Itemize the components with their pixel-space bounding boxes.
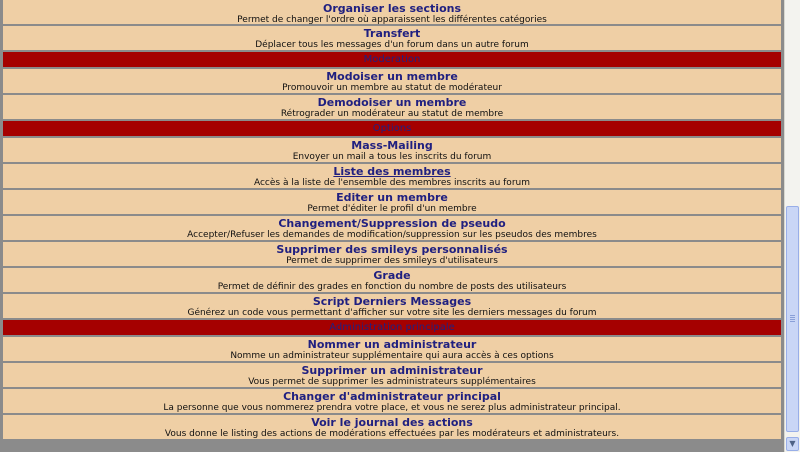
menu-item-title-link[interactable]: Script Derniers Messages [312, 295, 472, 308]
menu-item-voir-le-journal-des-actions[interactable] [3, 415, 781, 441]
menu-item-mass-mailing[interactable] [3, 138, 781, 164]
menu-item-description: Permet de définir des grades en fonction du nombre de posts des utilisateurs [217, 282, 567, 292]
menu-item-changer-d-administrateur-principal[interactable] [3, 389, 781, 415]
menu-item-title-link[interactable]: Modoiser un membre [326, 70, 458, 83]
menu-item-title-link[interactable]: Grade [373, 269, 411, 282]
scrollbar-thumb[interactable] [786, 206, 799, 432]
menu-item-description: La personne que vous nommerez prendra votre place, et vous ne serez plus administrateur principal. [163, 403, 621, 413]
menu-item-description: Rétrograder un modérateur au statut de membre [280, 109, 504, 119]
menu-item-title-link[interactable]: Supprimer des smileys personnalisés [276, 243, 508, 256]
menu-item-modoiser-un-membre[interactable] [3, 69, 781, 95]
menu-item-description: Promouvoir un membre au statut de modérateur [282, 83, 502, 93]
grip-line [790, 319, 795, 320]
menu-item-script-derniers-messages[interactable] [3, 294, 781, 320]
scroll-down-arrow-icon[interactable]: ▼ [786, 437, 799, 451]
menu-item-description: Accepter/Refuser les demandes de modification/suppression sur les pseudos des membres [187, 230, 597, 240]
menu-item-title-link[interactable]: Mass-Mailing [351, 139, 433, 152]
menu-item-editer-un-membre[interactable] [3, 190, 781, 216]
menu-item-description: Permet de changer l'ordre où apparaissent les différentes catégories [237, 15, 547, 25]
menu-item-title-link[interactable]: Nommer un administrateur [307, 338, 477, 351]
menu-item-grade[interactable] [3, 268, 781, 294]
menu-item-title-link[interactable]: Organiser les sections [322, 2, 462, 15]
menu-item-description: Vous permet de supprimer les administrateurs supplémentaires [248, 377, 536, 387]
menu-item-description: Vous donne le listing des actions de modérations effectuées par les modérateurs et administrateurs. [164, 429, 620, 439]
menu-item-organiser-les-sections[interactable] [3, 0, 781, 26]
menu-item-changement-suppression-de-pseudo[interactable] [3, 216, 781, 242]
section-header-moderation: Moderation [3, 52, 781, 69]
menu-item-title-link[interactable]: Liste des membres [333, 165, 451, 178]
menu-item-title-link[interactable]: Voir le journal des actions [311, 416, 473, 429]
menu-item-description: Envoyer un mail a tous les inscrits du forum [292, 152, 492, 162]
grip-line [790, 317, 795, 318]
menu-item-description: Déplacer tous les messages d'un forum dans un autre forum [255, 40, 529, 50]
menu-item-title-link[interactable]: Transfert [363, 27, 421, 40]
menu-item-title-link[interactable]: Changer d'administrateur principal [283, 390, 501, 403]
menu-item-description: Générez un code vous permettant d'afficher sur votre site les derniers messages du forum [187, 308, 597, 318]
menu-item-description: Permet de supprimer des smileys d'utilisateurs [286, 256, 498, 266]
menu-item-description: Accès à la liste de l'ensemble des membres inscrits au forum [253, 178, 530, 188]
menu-item-description: Nomme un administrateur supplémentaire qui aura accès à ces options [230, 351, 554, 361]
menu-item-title-link[interactable]: Editer un membre [336, 191, 448, 204]
menu-item-liste-des-membres[interactable] [3, 164, 781, 190]
menu-item-supprimer-des-smileys-personnalises[interactable] [3, 242, 781, 268]
grip-line [790, 315, 795, 316]
admin-options-table [3, 0, 781, 441]
menu-item-demodoiser-un-membre[interactable] [3, 95, 781, 121]
menu-item-nommer-un-administrateur[interactable] [3, 337, 781, 363]
grip-line [790, 321, 795, 322]
section-header-options: Options [3, 121, 781, 138]
section-header-administration-principale: Administration principale [3, 320, 781, 337]
vertical-scrollbar[interactable] [784, 0, 800, 452]
menu-item-title-link[interactable]: Demodoiser un membre [317, 96, 467, 109]
menu-item-transfert[interactable] [3, 26, 781, 52]
menu-item-supprimer-un-administrateur[interactable] [3, 363, 781, 389]
menu-item-title-link[interactable]: Changement/Suppression de pseudo [278, 217, 506, 230]
menu-item-title-link[interactable]: Supprimer un administrateur [301, 364, 483, 377]
menu-item-description: Permet d'éditer le profil d'un membre [307, 204, 477, 214]
